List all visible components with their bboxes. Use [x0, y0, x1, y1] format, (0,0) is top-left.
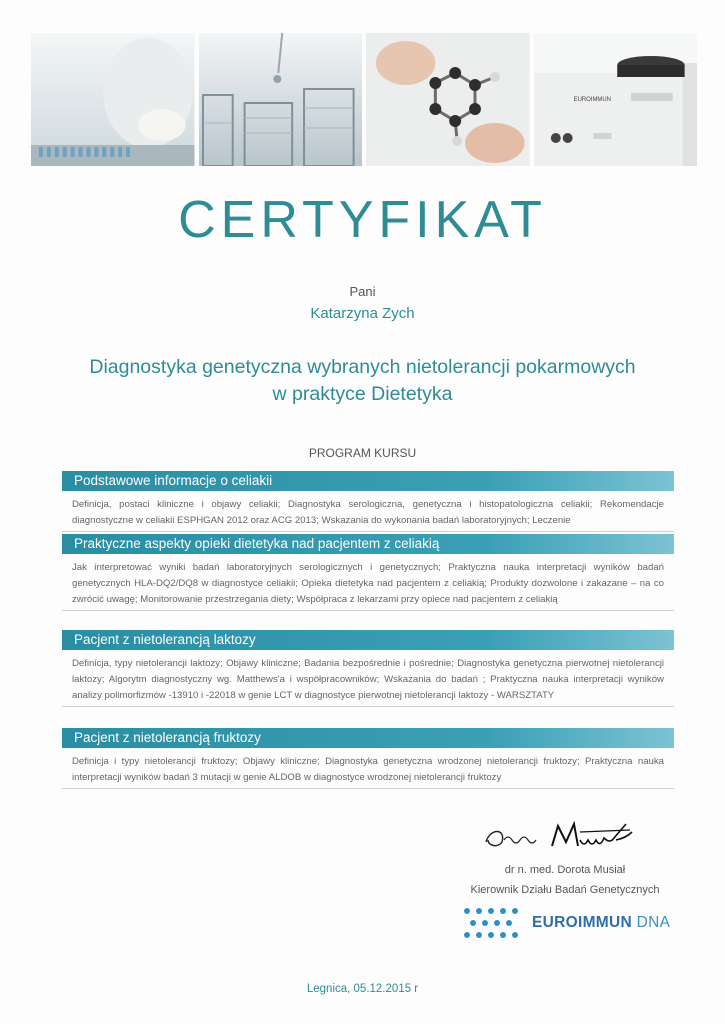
- dots-icon: [462, 906, 524, 940]
- section-title: Podstawowe informacje o celiakii: [62, 471, 674, 491]
- device-label: EUROIMMUN: [573, 96, 611, 104]
- section-title: Praktyczne aspekty opieki dietetyka nad pacjentem z celiakią: [62, 534, 674, 554]
- molecule-model-photo: [366, 33, 530, 166]
- euroimmun-dna-logo: [462, 906, 670, 940]
- glass-beakers-droplet-photo: [199, 33, 363, 166]
- euroimmun-device-photo: [534, 33, 698, 166]
- program-section-fructose: [62, 728, 674, 789]
- salutation: Pani: [349, 284, 376, 299]
- program-section-lactose: [62, 630, 674, 707]
- signatory-role: Kierownik Działu Badań Genetycznych: [470, 884, 660, 896]
- recipient-name: Katarzyna Zych: [310, 305, 415, 322]
- course-title-line-2: w praktyce Dietetyka: [272, 383, 453, 405]
- program-heading: PROGRAM KURSU: [308, 446, 417, 460]
- course-title-line-1: Diagnostyka genetyczna wybranych nietolerancji pokarmowych: [89, 356, 636, 378]
- logo-sub: DNA: [636, 914, 671, 931]
- section-title: Pacjent z nietolerancją laktozy: [62, 630, 674, 650]
- section-body: Jak interpretować wyniki badań laboratoryjnych serologicznych i genetycznych; Praktyczna nauka interpretacji wyników badań genetycznych HLA-DQ2/DQ8 w diagnostyce celiakii; Opieka dietetyka nad pacjentem z celiakią; Produkty dozwolone i zakazane – na co zwrócić uwagę; Monitorowanie przestrzegania diety; Współpraca z lekarzami przy opiece nad pacjentem z celiakią: [62, 554, 674, 611]
- course-title: [0, 354, 725, 408]
- section-body: Definicja, postaci kliniczne i objawy celiakii; Diagnostyka serologiczna, genetyczna i histopatologiczna celiakii; Rekomendacje diagnostyczne w celiakii ESPHGAN 2012 oraz ACG 2013; Wskazania do wykonania badań laboratoryjnych; Leczenie: [62, 491, 674, 532]
- program-section-celiac-care: [62, 534, 674, 611]
- place-date: Legnica, 05.12.2015 r: [306, 983, 419, 995]
- program-section-celiac-basics: [62, 471, 674, 532]
- section-title: Pacjent z nietolerancją fruktozy: [62, 728, 674, 748]
- logo-brand: EUROIMMUN: [532, 914, 632, 931]
- section-body: Definicja, typy nietolerancji laktozy; Objawy kliniczne; Badania bezpośrednie i pośrednie; Diagnostyka genetyczna pierwotnej nietolerancji laktozy; Algorytm diagnostyczny wg. Matthews'a i współpracowników; Wskazania do badań ; Praktyczna nauka interpretacji wyników analizy polimorfizmów -13910 i -22018 w genie LCT w diagnostyce pierwotnej nietolerancji laktozy - WARSZTATY: [62, 650, 674, 707]
- header-photo-strip: [31, 33, 697, 166]
- certificate-title: CERTYFIKAT: [178, 191, 547, 249]
- section-body: Definicja i typy nietolerancji fruktozy; Objawy kliniczne; Diagnostyka genetyczna wrodzonej nietolerancji fruktozy; Praktyczna nauka interpretacji wyników badań 3 mutacji w genie ALDOB w diagnostyce wrodzonej nietolerancji fruktozy: [62, 748, 674, 789]
- signatory-name: dr n. med. Dorota Musiał: [504, 864, 626, 876]
- lab-technician-vials-photo: [31, 33, 195, 166]
- logo-text: [532, 914, 670, 932]
- handwritten-signature: [480, 818, 640, 854]
